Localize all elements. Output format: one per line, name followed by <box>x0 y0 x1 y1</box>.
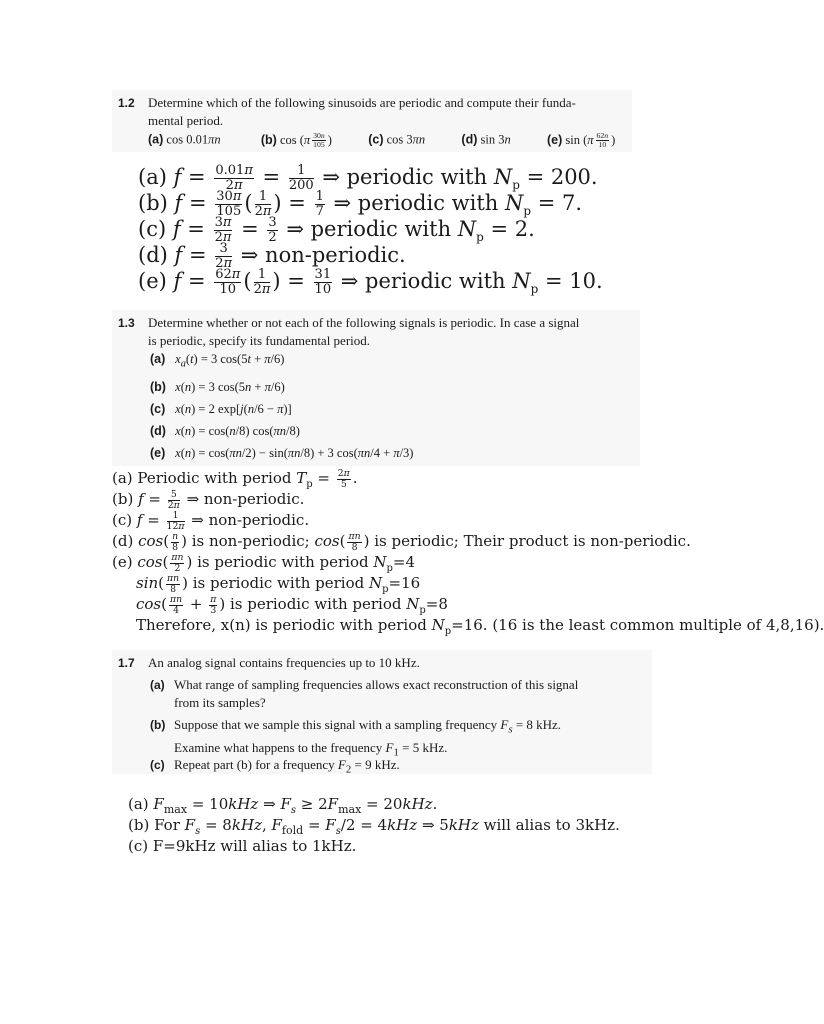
problem-1-7-part-b: (b) Suppose that we sample this signal with a sampling frequency $F_s = 8$ kHz. Examine what happens to the frequency $F_1 = 5$ kHz. <box>150 717 562 759</box>
problem-number: 1.7 <box>118 656 135 670</box>
answer-1-2-b: (b) f = $\frac{30\pi}{105}$ ( $\frac{1}{2\pi}$ ) = $\frac{1}{7}$ ⇒ periodic with $N_p = 7$. <box>138 189 583 219</box>
statement-line: Determine which of the following sinusoids are periodic and compute their funda- <box>148 95 576 110</box>
option-b: (b) cos (π $\frac{30n}{105}$ ) <box>260 131 332 150</box>
answer-1-3-c: (c) f = $\frac{1}{12\pi}$ ⇒ non-periodic. <box>112 509 310 532</box>
statement-line: mental period. <box>148 113 224 128</box>
problem-1-7-part-c: (c) Repeat part (b) for a frequency $F_2 = 9$ kHz. <box>150 757 400 776</box>
answer-1-3-d: (d) cos( $\frac{n}{8}$ ) is non-periodic; cos( $\frac{\pi n}{8}$ ) is periodic; Their product is non-periodic. <box>112 530 691 553</box>
answer-1-2-e: (e) f = $\frac{62\pi}{10}$ ( $\frac{1}{2\pi}$ ) = $\frac{31}{10}$ ⇒ periodic with $N_p = 10$. <box>138 267 603 297</box>
option-a: (a) cos 0.01πn <box>148 132 221 147</box>
answer-1-3-e2: sin( $\frac{\pi n}{8}$ ) is periodic with period $N_p=16$ <box>136 572 421 595</box>
option-d: (d) sin 3n <box>461 132 511 147</box>
item-a: (a) $x_a(t) = 3$ cos(5t + π/6) <box>150 352 285 370</box>
statement-line: is periodic, specify its fundamental period. <box>148 333 371 348</box>
part-text: What range of sampling frequencies allows exact reconstruction of this signal <box>174 677 579 692</box>
answer-1-2-a: (a) f = $\frac{0.01\pi}{2\pi}$ = $\frac{1}{200}$ ⇒ periodic with $N_p = 200$. <box>138 163 598 193</box>
answer-1-7-b: (b) For $F_s = 8kHz$, $F_{fold} = F_s/2 = 4kHz$ ⇒ 5kHz will alias to 3kHz. <box>128 816 620 837</box>
answer-1-3-e: (e) cos( $\frac{\pi n}{2}$ ) is periodic with period $N_p=4$ <box>112 551 415 574</box>
problem-1-7-part-a: (a) What range of sampling frequencies allows exact reconstruction of this signal from its samples? <box>150 677 579 710</box>
problem-number: 1.3 <box>118 316 135 330</box>
item-c: (c) x(n) = 2 exp[j(n/6 − π)] <box>150 401 292 416</box>
part-text: from its samples? <box>174 695 266 710</box>
answer-1-7-a: (a) $F_{max} = 10kHz$ ⇒ $F_s \ge 2F_{max} = 20kHz$. <box>128 795 438 816</box>
problem-1-2-options <box>148 132 615 149</box>
option-c: (c) cos 3πn <box>368 132 426 147</box>
problem-1-2-statement <box>118 94 576 129</box>
answer-1-7-c: (c) F=9kHz will alias to 1kHz. <box>128 837 357 855</box>
problem-number: 1.2 <box>118 96 135 110</box>
answer-1-2-d: (d) f = $\frac{3}{2\pi}$ ⇒ non-periodic. <box>138 241 406 271</box>
statement-line: Determine whether or not each of the following signals is periodic. In case a signal <box>148 315 580 330</box>
answer-1-3-a: (a) Periodic with period $T_p$ = $\frac{2\pi}{5}$ . <box>112 467 358 490</box>
item-d: (d) x(n) = cos(n/8) cos(πn/8) <box>150 423 300 438</box>
statement-line: An analog signal contains frequencies up to 10 kHz. <box>148 655 420 670</box>
option-e: (e) sin (π $\frac{62n}{10}$ ) <box>546 131 616 150</box>
problem-1-3-statement <box>118 314 579 349</box>
answer-1-3-conclusion: Therefore, x(n) is periodic with period $N_p=16$. (16 is the least common multiple of 4,8,16). <box>136 616 824 637</box>
item-e: (e) x(n) = cos(πn/2) − sin(πn/8) + 3 cos(πn/4 + π/3) <box>150 445 414 460</box>
answer-1-3-e3: cos( $\frac{\pi n}{4}$ + $\frac{\pi}{3}$ ) is periodic with period $N_p=8$ <box>136 593 448 616</box>
answer-1-2-c: (c) f = $\frac{3\pi}{2\pi}$ = $\frac{3}{2}$ ⇒ periodic with $N_p = 2$. <box>138 215 535 245</box>
item-b: (b) x(n) = 3 cos(5n + π/6) <box>150 379 285 394</box>
problem-1-7-statement <box>118 654 420 672</box>
problem-1-3-items <box>150 348 413 464</box>
answer-1-3-b: (b) f = $\frac{5}{2\pi}$ ⇒ non-periodic. <box>112 488 305 511</box>
